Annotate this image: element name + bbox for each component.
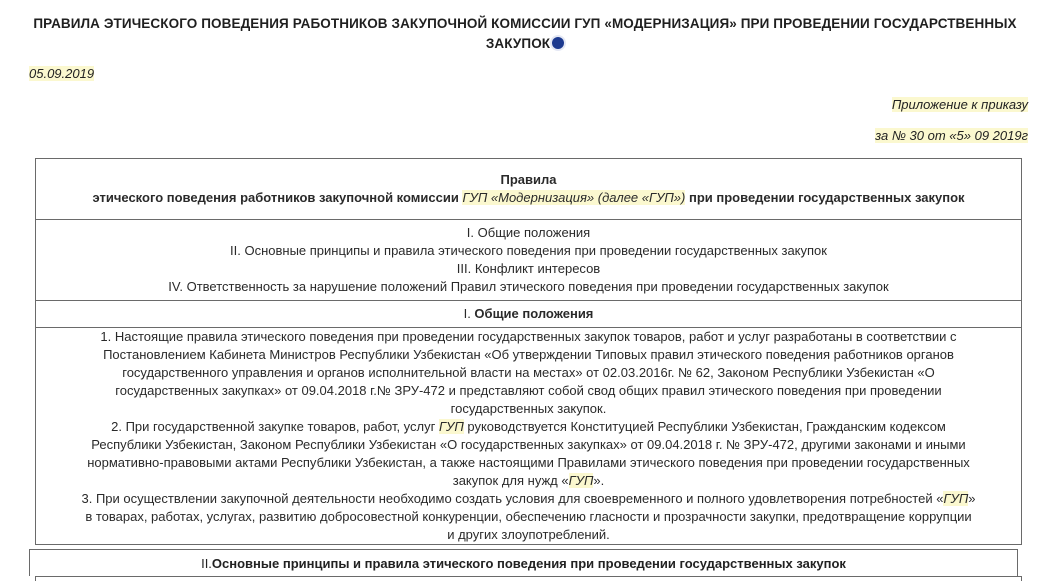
section-1-number: I. (463, 306, 475, 321)
toc-row (36, 220, 1022, 301)
rules-header-subtitle (80, 189, 977, 207)
toc-item: I. Общие положения (466, 225, 591, 240)
paragraph-3 (80, 490, 977, 544)
document-date (29, 66, 94, 81)
annex-line-2-text: за № 30 от «5» 09 2019г (875, 128, 1028, 143)
paragraph-3-text-a: 3. При осуществлении закупочной деятельности необходимо создать условия для своевременного и полного удовлетворения потребностей « (81, 491, 944, 506)
toc-item: III. Конфликт интересов (456, 261, 601, 276)
rules-header-row (36, 159, 1022, 220)
rules-header-cell (36, 159, 1022, 220)
rules-header-subtitle-pre: этического поведения работников закупочной комиссии (92, 190, 463, 205)
section-2-heading (29, 549, 1018, 576)
rules-header-subtitle-org: ГУП «Модернизация» (далее «ГУП») (462, 190, 686, 205)
paragraph-2-gup: ГУП (438, 419, 464, 434)
paragraph-3-gup: ГУП (943, 491, 969, 506)
paragraph-1: 1. Настоящие правила этического поведения при проведении государственных закупок товаров, работ и услуг разработаны в соответствии с Постановлением Кабинета Министров Республики Узбекистан «Об утверждении Типовых правил этического поведения работников органов государственного управления и органов исполнительной власти на местах» от 02.03.2016г. № 62, Законом Республики Узбекистан «О государственных закупках» от 09.04.2018 г.№ ЗРУ-472 и представляют собой свод общих правил этического поведения при проведении государственных закупок. (100, 329, 957, 416)
toc-cell (36, 220, 1022, 301)
section-1-body (36, 328, 1022, 545)
section-2-body-edge (35, 576, 1022, 581)
paragraph-2-text-b: руководствуется Конституцией Республики Узбекистан, Гражданским кодексом Республики Узбекистан, Законом Республики Узбекистан «О государственных закупках» от 09.04.2018 г. № ЗРУ-472, другими законами и иными нормативно-правовыми актами Республики Узбекистан, а также настоящими Правилами этического поведения при проведении государственных закупок для нужд « (87, 419, 970, 488)
section-2-name: Основные принципы и правила этического поведения при проведении государственных закупок (211, 556, 846, 571)
annex-line-1 (892, 97, 1028, 112)
cursor-dot-icon (552, 37, 564, 49)
section-1-row (36, 301, 1022, 328)
section-2-number: II. (201, 556, 212, 571)
section-1-heading (36, 301, 1022, 328)
document-title-text: ПРАВИЛА ЭТИЧЕСКОГО ПОВЕДЕНИЯ РАБОТНИКОВ ЗАКУПОЧНОЙ КОМИССИИ ГУП «МОДЕРНИЗАЦИЯ» ПРИ ПРОВЕДЕНИИ ГОСУДАРСТВЕННЫХ ЗАКУПОК (33, 16, 1017, 51)
paragraph-2-text-a: 2. При государственной закупке товаров, работ, услуг (111, 419, 439, 434)
section-1-body-row (36, 328, 1022, 545)
toc-item: IV. Ответственность за нарушение положений Правил этического поведения при проведении государственных закупок (168, 279, 889, 294)
rules-header-subtitle-post: при проведении государственных закупок (685, 190, 965, 205)
rules-header-title: Правила (500, 172, 557, 187)
annex-line-1-text: Приложение к приказу (891, 97, 1028, 112)
annex-line-2 (875, 128, 1028, 143)
paragraph-3-text-b: » в товарах, работах, услугах, развитию добросовестной конкуренции, обеспечению гласности и прозрачности закупки, предотвращение коррупции и других злоупотреблений. (85, 491, 976, 542)
paragraph-2-text-c: ». (593, 473, 605, 488)
document-title (20, 14, 1030, 54)
toc-item: II. Основные принципы и правила этического поведения при проведении государственных закупок (230, 243, 827, 258)
document-date-text: 05.09.2019 (29, 66, 95, 81)
paragraph-2 (80, 418, 977, 490)
rules-table (35, 158, 1022, 545)
section-1-name: Общие положения (474, 306, 594, 321)
paragraph-2-gup-2: ГУП (568, 473, 594, 488)
